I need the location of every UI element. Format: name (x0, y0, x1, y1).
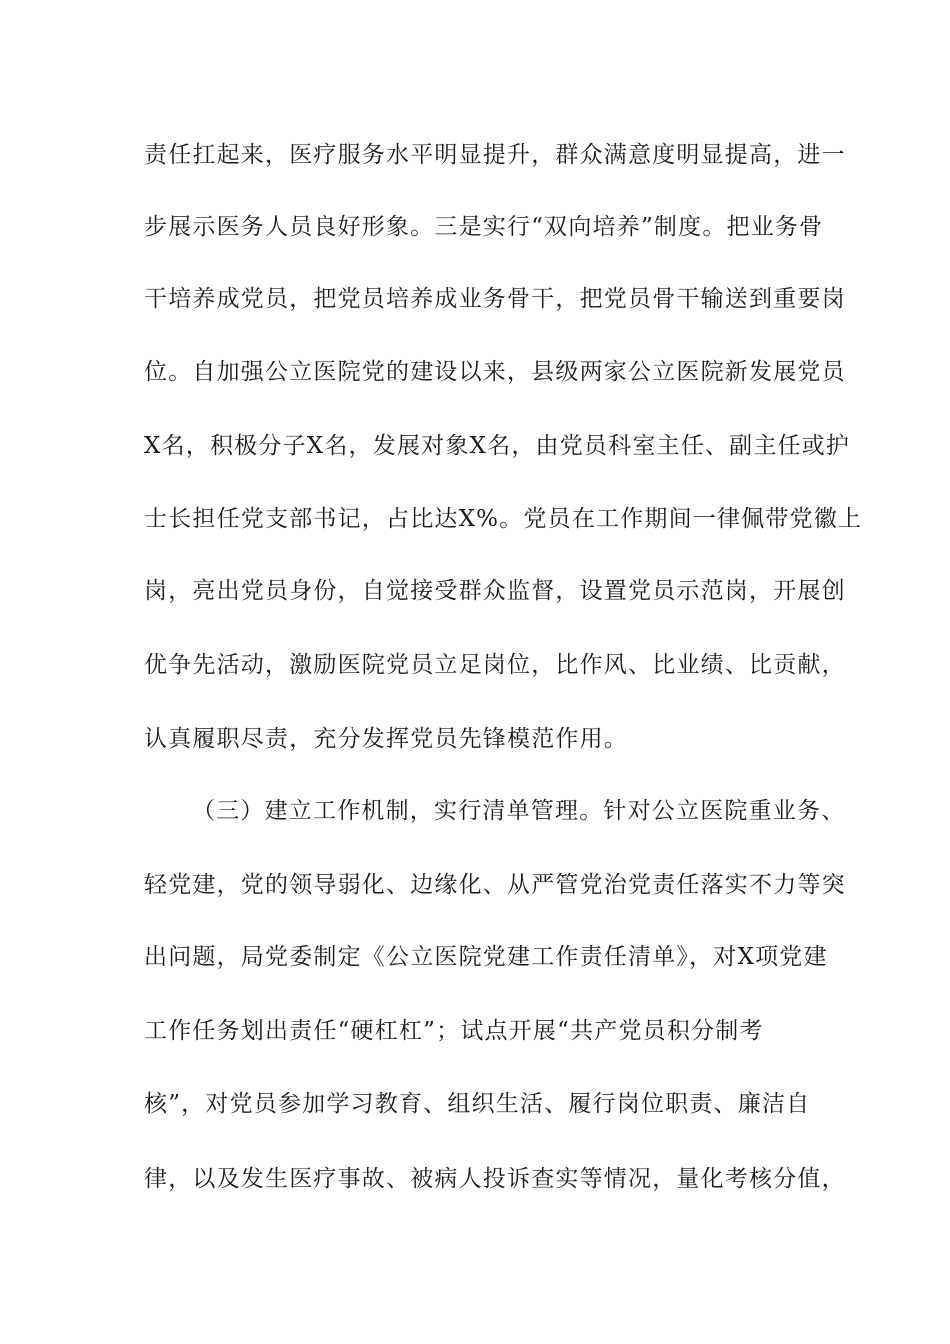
paragraph-line: 干培养成党员，把党员培养成业务骨干，把党员骨干输送到重要岗 (144, 286, 846, 312)
paragraph-line: 步展示医务人员良好形象。三是实行“双向培养”制度。把业务骨 (144, 214, 824, 240)
paragraph-line: 优争先活动，激励医院党员立足岗位，比作风、比业绩、比贡献， (144, 652, 846, 678)
paragraph-line: 士长担任党支部书记，占比达X%。党员在工作期间一律佩带党徽上 (144, 506, 863, 532)
paragraph-line: 轻党建，党的领导弱化、边缘化、从严管党治党责任落实不力等突 (144, 872, 846, 898)
paragraph-line: 位。自加强公立医院党的建设以来，县级两家公立医院新发展党员 (144, 359, 846, 385)
paragraph-line: 认真履职尽责，充分发挥党员先锋模范作用。 (144, 726, 628, 752)
paragraph-line: 核”，对党员参加学习教育、组织生活、履行岗位职责、廉洁自 (144, 1091, 811, 1117)
paragraph-line: 律，以及发生医疗事故、被病人投诉查实等情况，量化考核分值， (144, 1166, 846, 1192)
paragraph-line: X名，积极分子X名，发展对象X名，由党员科室主任、副主任或护 (144, 433, 851, 459)
section-heading-line: （三）建立工作机制，实行清单管理。针对公立医院重业务、 (192, 798, 846, 824)
paragraph-line: 责任扛起来，医疗服务水平明显提升，群众满意度明显提高，进一 (144, 142, 846, 168)
paragraph-line: 出问题，局党委制定《公立医院党建工作责任清单》，对X项党建 (144, 944, 828, 970)
paragraph-line: 工作任务划出责任“硬杠杠”；试点开展“共产党员积分制考 (144, 1018, 764, 1044)
paragraph-line: 岗，亮出党员身份，自觉接受群众监督，设置党员示范岗，开展创 (144, 578, 846, 604)
